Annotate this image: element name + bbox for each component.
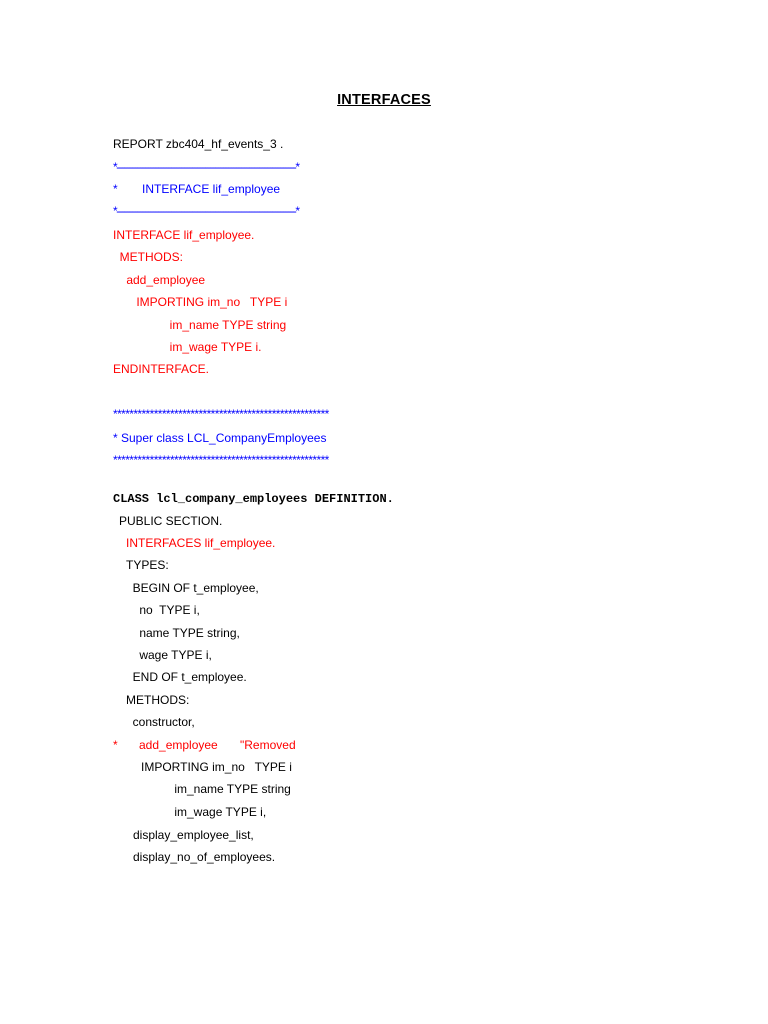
removed-method: add_employee bbox=[139, 738, 218, 752]
interface-comment: INTERFACE lif_employee bbox=[142, 182, 281, 196]
code-line: METHODS: bbox=[126, 693, 190, 707]
page-title: INTERFACES bbox=[337, 92, 431, 108]
code-line: END OF t_employee. bbox=[126, 670, 247, 684]
comment-star: * bbox=[113, 182, 118, 196]
code-line: display_no_of_employees. bbox=[133, 850, 276, 864]
removed-star: * bbox=[113, 738, 118, 752]
comment-rule-bottom: *---------------------------------------------------------------------* bbox=[113, 204, 299, 218]
code-line: wage TYPE i, bbox=[126, 648, 212, 662]
code-line: BEGIN OF t_employee, bbox=[126, 581, 259, 595]
code-line: name TYPE string, bbox=[126, 626, 240, 640]
code-line: ENDINTERFACE. bbox=[113, 362, 210, 376]
code-line: im_name TYPE string bbox=[113, 318, 287, 332]
code-line: add_employee bbox=[113, 273, 206, 287]
code-line: no TYPE i, bbox=[126, 603, 200, 617]
interfaces-statement: INTERFACES lif_employee. bbox=[126, 536, 276, 550]
removed-comment: "Removed bbox=[240, 738, 296, 752]
code-line: im_wage TYPE i, bbox=[141, 805, 267, 819]
code-line: IMPORTING im_no TYPE i bbox=[113, 295, 288, 309]
superclass-comment: * Super class LCL_CompanyEmployees bbox=[113, 431, 327, 445]
stars-rule-top: ***************************************************** bbox=[113, 407, 329, 421]
class-definition: CLASS lcl_company_employees DEFINITION. bbox=[113, 492, 394, 506]
code-line: TYPES: bbox=[126, 558, 169, 572]
comment-rule-top: *---------------------------------------------------------------------* bbox=[113, 160, 299, 174]
stars-rule-bottom: ***************************************************** bbox=[113, 453, 329, 467]
code-line: im_name TYPE string bbox=[141, 782, 291, 796]
public-section: PUBLIC SECTION. bbox=[119, 514, 223, 528]
code-line: IMPORTING im_no TYPE i bbox=[141, 760, 292, 774]
code-line: METHODS: bbox=[113, 250, 184, 264]
code-line: INTERFACE lif_employee. bbox=[113, 228, 255, 242]
code-line: display_employee_list, bbox=[133, 828, 254, 842]
report-line: REPORT zbc404_hf_events_3 . bbox=[113, 137, 284, 151]
code-line: constructor, bbox=[126, 715, 195, 729]
code-line: im_wage TYPE i. bbox=[113, 340, 262, 354]
